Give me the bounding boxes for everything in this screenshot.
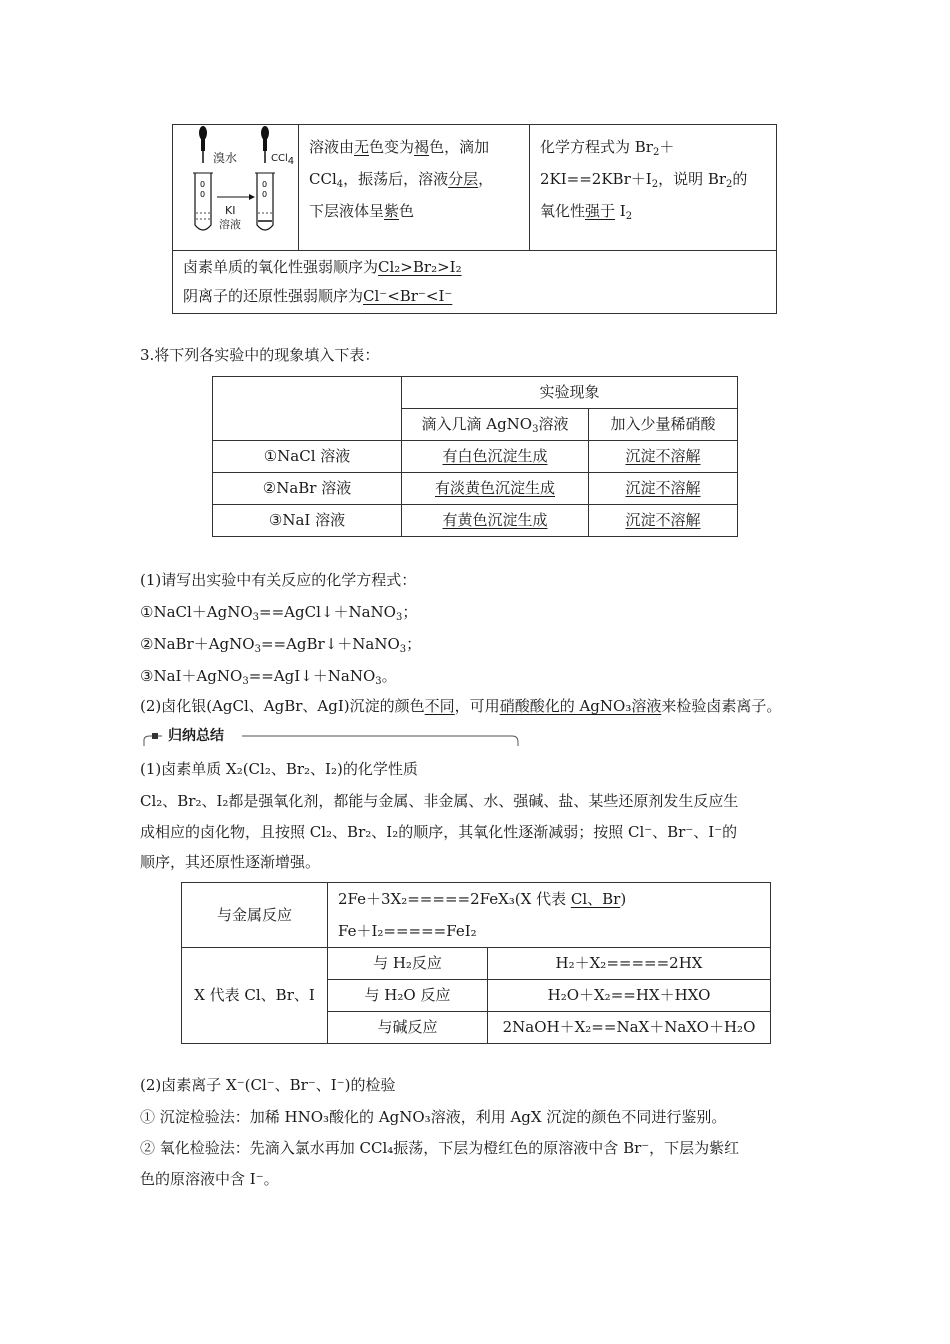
conclusion-cell: 化学方程式为 $Br_2+$ $2KI==2KBr+I_2$，说明 $Br_2$的 氧化性强于 $I_2$ bbox=[530, 125, 777, 251]
x-represents-label: X 代表 Cl、Br、I bbox=[182, 948, 328, 1044]
bromine-water-label: 溴水 bbox=[213, 151, 238, 165]
silver-halide-table bbox=[212, 376, 738, 537]
svg-text:0: 0 bbox=[200, 190, 206, 199]
equation-nai: ③NaI＋AgNO$_3$==AgI↓＋NaNO$_3$。 bbox=[140, 667, 397, 687]
col-agno3-header: 滴入几滴 AgNO$_3$溶液 bbox=[402, 409, 589, 441]
table-row: ①NaCl 溶液 有白色沉淀生成 沉淀不溶解 bbox=[213, 441, 738, 473]
svg-text:0: 0 bbox=[262, 180, 268, 189]
question-1-text: (1)请写出实验中有关反应的化学方程式： bbox=[140, 571, 417, 589]
ki-label: KI bbox=[225, 204, 236, 217]
svg-text:0: 0 bbox=[262, 190, 268, 199]
summary-paragraph-line: 顺序，其还原性逐渐增强。 bbox=[140, 853, 321, 871]
metal-reaction-equations: 2Fe＋3X₂=====2FeX₃(X 代表 Cl、Br) Fe＋I₂=====FeI₂ bbox=[328, 883, 771, 948]
table-row: ②NaBr 溶液 有淡黄色沉淀生成 沉淀不溶解 bbox=[213, 473, 738, 505]
question-3-title: 3.将下列各实验中的现象填入下表： bbox=[140, 346, 380, 364]
hydrogen-reaction-label: 与 H₂反应 bbox=[328, 948, 488, 980]
summary-heading-1: (1)卤素单质 X₂(Cl₂、Br₂、I₂)的化学性质 bbox=[140, 760, 418, 778]
metal-reaction-label: 与金属反应 bbox=[182, 883, 328, 948]
summary-paragraph-line: 成相应的卤化物，且按照 Cl₂、Br₂、I₂的顺序，其氧化性逐渐减弱；按照 Cl⁻、Br⁻、I⁻的 bbox=[140, 823, 738, 841]
halogen-experiment-table bbox=[172, 124, 777, 314]
precipitation-method: ① 沉淀检验法：加稀 HNO₃酸化的 AgNO₃溶液，利用 AgX 沉淀的颜色不同进行鉴别。 bbox=[140, 1108, 727, 1126]
order-summary-cell: 卤素单质的氧化性强弱顺序为Cl₂>Br₂>I₂ 阴离子的还原性强弱顺序为Cl⁻<Br⁻<I⁻ bbox=[173, 251, 777, 314]
water-reaction-label: 与 H₂O 反应 bbox=[328, 980, 488, 1012]
experiment-illustration bbox=[173, 125, 299, 251]
table-row: ③NaI 溶液 有黄色沉淀生成 沉淀不溶解 bbox=[213, 505, 738, 537]
equation-nacl: ①NaCl＋AgNO$_3$==AgCl↓＋NaNO$_3$； bbox=[140, 603, 418, 623]
hydrogen-reaction-equation: H₂＋X₂=====2HX bbox=[488, 948, 771, 980]
solution-label: 溶液 bbox=[219, 218, 241, 231]
halogen-properties-table bbox=[181, 882, 771, 1044]
blank-header-cell bbox=[213, 377, 402, 441]
phenomenon-cell: 溶液由无色变为褐色，滴加 CCl$_4$，振荡后，溶液分层， 下层液体呈紫色 bbox=[299, 125, 530, 251]
summary-label-bar bbox=[140, 724, 520, 748]
equation-nabr: ②NaBr＋AgNO$_3$==AgBr↓＋NaNO$_3$； bbox=[140, 635, 422, 655]
base-reaction-equation: 2NaOH＋X₂==NaX＋NaXO＋H₂O bbox=[488, 1012, 771, 1044]
ccl4-label: CCl$_4$ bbox=[271, 153, 295, 167]
col-nitric-acid-header: 加入少量稀硝酸 bbox=[589, 409, 738, 441]
summary-paragraph-line: Cl₂、Br₂、I₂都是强氧化剂，都能与金属、非金属、水、强碱、盐、某些还原剂发生反应生 bbox=[140, 792, 739, 810]
phenomenon-header: 实验现象 bbox=[402, 377, 738, 409]
water-reaction-equation: H₂O＋X₂==HX＋HXO bbox=[488, 980, 771, 1012]
oxidation-method-line: ② 氧化检验法：先滴入氯水再加 CCl₄振荡，下层为橙红色的原溶液中含 Br⁻，下层为紫红 bbox=[140, 1139, 740, 1157]
svg-text:0: 0 bbox=[200, 180, 206, 189]
base-reaction-label: 与碱反应 bbox=[328, 1012, 488, 1044]
ion-test-heading: (2)卤素离子 X⁻(Cl⁻、Br⁻、I⁻)的检验 bbox=[140, 1076, 396, 1094]
oxidation-method-line: 色的原溶液中含 I⁻。 bbox=[140, 1170, 279, 1188]
summary-label: 归纳总结 bbox=[168, 728, 224, 744]
question-2-text: (2)卤化银(AgCl、AgBr、AgI)沉淀的颜色不同，可用硝酸酸化的 AgNO₃溶液来检验卤素离子。 bbox=[140, 697, 782, 715]
